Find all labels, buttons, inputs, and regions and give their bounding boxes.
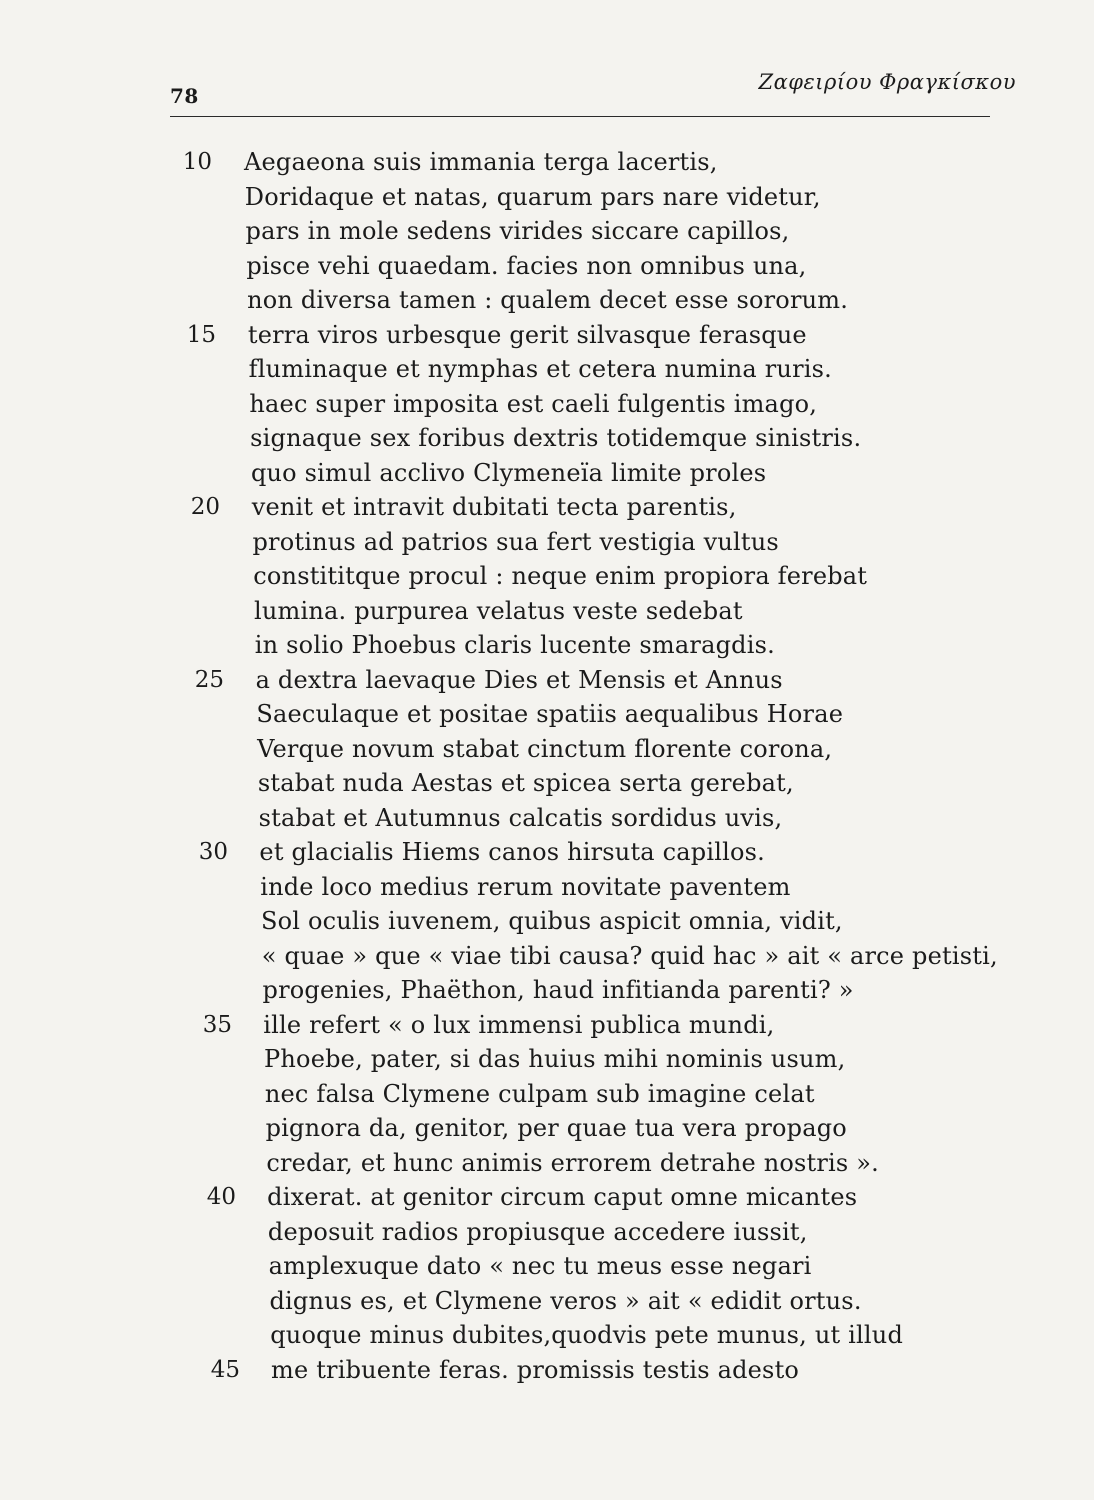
- line-number: 45: [210, 1356, 240, 1383]
- poem-line: nec falsa Clymene culpam sub imagine celat: [264, 1079, 815, 1108]
- line-number: 40: [206, 1184, 236, 1210]
- line-number: 25: [194, 666, 224, 693]
- line-number: 15: [186, 321, 216, 348]
- poem-line: deposuit radios propiusque accedere iussit,: [267, 1217, 808, 1246]
- poem-line: Doridaque et natas, quarum pars nare videtur,: [244, 182, 821, 211]
- line-number: 20: [190, 494, 220, 520]
- poem-line: stabat et Autumnus calcatis sordidus uvis,: [258, 803, 783, 832]
- poem-line: fluminaque et nymphas et cetera numina ruris.: [248, 355, 832, 383]
- poem-line: quoque minus dubites,quodvis pete munus, ut illud: [270, 1321, 904, 1349]
- poem-line: dixerat. at genitor circum caput omne micantes: [267, 1183, 858, 1211]
- poem-line: non diversa tamen : qualem decet esse sororum.: [247, 286, 849, 314]
- line-number: 10: [182, 149, 212, 175]
- poem-line: pignora da, genitor, per quae tua vera propago: [265, 1114, 847, 1142]
- poem-line: « quae » que « viae tibi causa? quid hac » ait « arce petisti,: [261, 941, 998, 970]
- poem-line: Sol oculis iuvenem, quibus aspicit omnia, vidit,: [260, 907, 843, 935]
- poem-line: quo simul acclivo Clymeneïa limite proles: [250, 458, 767, 487]
- poem-line: progenies, Phaëthon, haud infitianda parenti? »: [262, 976, 854, 1004]
- poem-line: stabat nuda Aestas et spicea serta gerebat,: [257, 769, 794, 797]
- poem-line: in solio Phoebus claris lucente smaragdis.: [254, 631, 775, 659]
- poem-line: inde loco medius rerum novitate paventem: [260, 872, 791, 901]
- poem-line: pars in mole sedens virides siccare capillos,: [245, 217, 790, 245]
- page-number: 78: [170, 84, 199, 108]
- poem-line: signaque sex foribus dextris totidemque sinistris.: [250, 424, 862, 452]
- poem-line: Phoebe, pater, si das huius mihi nominis usum,: [264, 1045, 846, 1073]
- poem-line: protinus ad patrios sua fert vestigia vultus: [252, 527, 779, 556]
- poem-line: a dextra laevaque Dies et Mensis et Annus: [255, 665, 783, 694]
- poem-line: credar, et hunc animis errorem detrahe nostris ».: [266, 1148, 879, 1177]
- poem-line: pisce vehi quaedam. facies non omnibus una,: [246, 251, 807, 280]
- poem-line: lumina. purpurea velatus veste sedebat: [254, 596, 743, 625]
- poem-line: terra viros urbesque gerit silvasque ferasque: [247, 320, 807, 349]
- poem-line: dignus es, et Clymene veros » ait « edidit ortus.: [269, 1286, 862, 1315]
- poem-line: venit et intravit dubitati tecta parentis,: [251, 493, 737, 521]
- poem-line: me tribuente feras. promissis testis adesto: [271, 1355, 800, 1384]
- line-number: 35: [202, 1011, 232, 1038]
- poem-line: amplexuque dato « nec tu meus esse negari: [268, 1252, 812, 1280]
- poem-line: Aegaeona suis immania terga lacertis,: [244, 148, 718, 176]
- line-number: 30: [198, 839, 228, 865]
- poem-line: Verque novum stabat cinctum florente corona,: [257, 734, 833, 763]
- poem-line: et glacialis Hiems canos hirsuta capillos.: [259, 838, 765, 866]
- poem-line: ille refert « o lux immensi publica mundi,: [263, 1010, 775, 1039]
- poem-line: Saeculaque et positae spatiis aequalibus Horae: [256, 700, 844, 728]
- running-head: Ζαφειρίου Φραγκίσκου: [758, 70, 1016, 94]
- poem-line: constititque procul : neque enim propiora ferebat: [253, 562, 868, 590]
- poem-line: haec super imposita est caeli fulgentis imago,: [249, 389, 818, 418]
